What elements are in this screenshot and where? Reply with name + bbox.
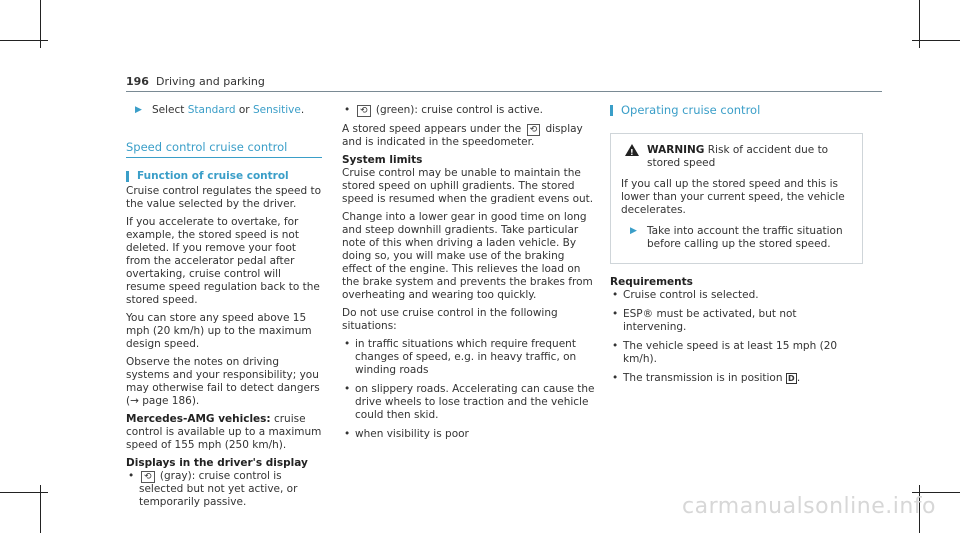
crop-mark	[912, 40, 960, 41]
list-item: • ⟲ (green): cruise control is active.	[342, 104, 596, 117]
instruction-step: ▶ Select Standard or Sensitive.	[135, 104, 305, 116]
option-sensitive: Sensitive	[252, 104, 301, 116]
column-left	[126, 104, 322, 515]
requirements-heading: Requirements	[610, 276, 693, 288]
paragraph: You can store any speed above 15 mph (20 km/h) up to the maximum design speed.	[126, 312, 312, 350]
list-item: • in traffic situations which require frequent changes of speed, e.g. in heavy traffic, on winding roads	[342, 338, 596, 377]
list-item: • The vehicle speed is at least 15 mph (20 km/h).	[610, 340, 863, 366]
paragraph: Do not use cruise control in the following situations:	[342, 307, 558, 332]
warning-box	[610, 133, 863, 264]
list-item: • when visibility is poor	[342, 428, 596, 441]
warning-body: If you call up the stored speed and this is lower than your current speed, the vehicle decelerates.	[621, 178, 845, 216]
list-item: • The transmission is in position D .	[610, 372, 863, 385]
cruise-control-icon: ⟲	[527, 124, 541, 136]
page-header	[126, 75, 265, 88]
displays-heading: Displays in the driver's display	[126, 457, 308, 469]
cruise-control-icon: ⟲	[357, 105, 371, 117]
step-arrow-icon: ▶	[630, 226, 637, 236]
paragraph: Cruise control regulates the speed to the value selected by the driver.	[126, 185, 321, 210]
header-divider	[126, 91, 882, 92]
section-name: Driving and parking	[155, 75, 265, 88]
section-title: Speed control cruise control	[126, 140, 288, 154]
crop-mark	[0, 40, 48, 41]
section-underline	[126, 157, 322, 158]
list-item: • ESP® must be activated, but not intervening.	[610, 308, 863, 334]
warning-heading: ! WARNING Risk of accident due to stored speed	[621, 144, 852, 170]
crop-mark	[912, 492, 960, 493]
section-title: Operating cruise control	[610, 104, 863, 117]
warning-label: WARNING	[647, 144, 705, 156]
watermark: carmanualsonline.info	[682, 494, 936, 519]
system-limits-heading: System limits	[342, 154, 423, 166]
warning-triangle-icon: !	[625, 144, 639, 156]
cruise-control-icon: ⟲	[141, 471, 155, 483]
subsection-title: Function of cruise control	[126, 170, 322, 183]
step-arrow-icon: ▶	[135, 105, 142, 115]
column-right	[610, 104, 863, 391]
paragraph: A stored speed appears under the ⟲ display and is indicated in the speedometer.	[342, 123, 583, 148]
column-middle	[342, 104, 596, 447]
warning-step: ▶ Take into account the traffic situation before calling up the stored speed.	[630, 225, 843, 250]
list-item: • on slippery roads. Accelerating can cause the drive wheels to lose traction and the vehicle could then skid.	[342, 383, 596, 422]
crop-mark	[0, 492, 48, 493]
list-item: • Cruise control is selected.	[610, 289, 863, 302]
paragraph: Change into a lower gear in good time on long and steep downhill gradients. Take particular note of this when driving a laden vehicle. By doing so, you will make use of the braking effect of the engine. This relieves the load on the brake system and prevents the brakes from overheating and wearing too quickly.	[342, 211, 593, 301]
paragraph: Observe the notes on driving systems and your responsibility; you may otherwise fail to detect dangers (→ page 186).	[126, 356, 320, 407]
paragraph-amg: Mercedes-AMG vehicles: cruise control is available up to a maximum speed of 155 mph (250 km/h).	[126, 413, 322, 451]
paragraph: Cruise control may be unable to maintain the stored speed on uphill gradients. The stored speed is resumed when the gradient evens out.	[342, 167, 594, 205]
option-standard: Standard	[187, 104, 236, 116]
page-number: 196	[126, 75, 149, 88]
list-item: • ⟲ (gray): cruise control is selected but not yet active, or temporarily passive.	[126, 470, 322, 509]
transmission-d-icon: D	[786, 373, 797, 384]
paragraph: If you accelerate to overtake, for example, the stored speed is not deleted. If you remove your foot from the accelerator pedal after overtaking, cruise control will resume speed regulation back to the stored speed.	[126, 216, 320, 306]
